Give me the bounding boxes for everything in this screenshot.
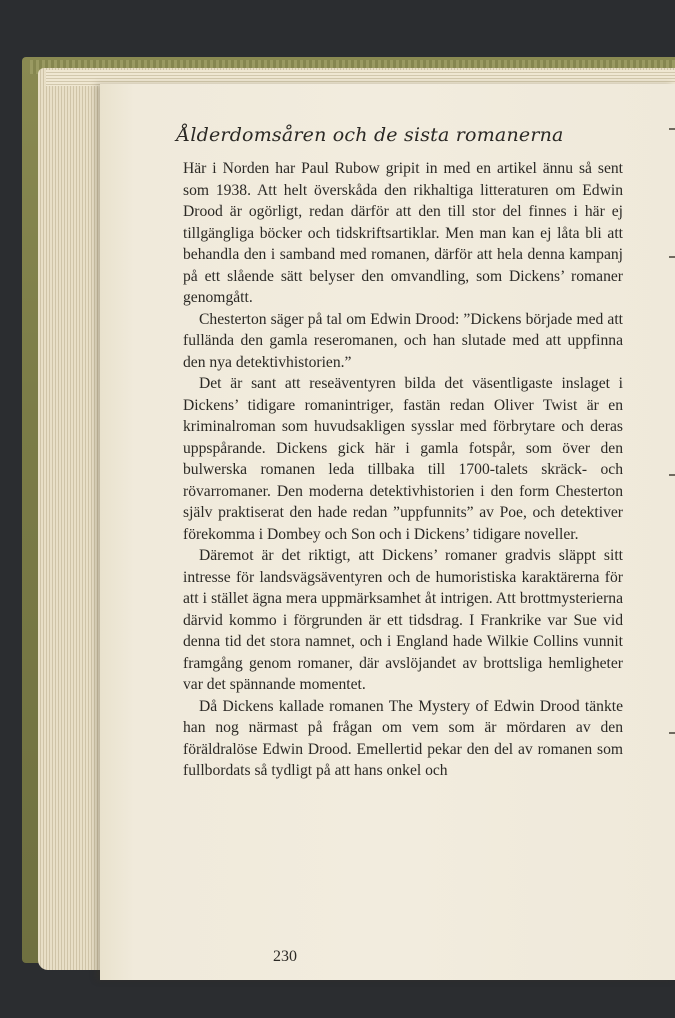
page-number: 230 (273, 948, 297, 965)
margin-mark (669, 128, 675, 130)
margin-mark (669, 256, 675, 258)
paragraph: Här i Norden har Paul Rubow gripit in med en artikel ännu så sent som 1938. Att helt överskåda den rikhaltiga litteraturen om Edwin Drood är ogörligt, redan därför att den till stor del finnes i här ej tillgängliga böcker och tidskriftsartiklar. Men man kan ej låta bli att behandla den i samband med romanen, därför att hela denna kampanj på ett slående sätt belyser den omvandling, som Dickens’ romaner genomgått. (183, 160, 623, 306)
paragraph: Det är sant att reseäventyren bilda det väsentligaste inslaget i Dickens’ tidigare romanintriger, fastän redan Oliver Twist är en kriminalroman som huvudsakligen sysslar med förbrytare och deras uppspårande. Dickens gick här i gamla fotspår, som över den bulwerska romanen leda tillbaka till 1700-talets skräck- och rövarromaner. Den moderna detektivhistorien i den form Chesterton själv praktiserat den hade redan ”uppfunnits” av Poe, och detektiver förekomma i Dombey och Son och i Dickens’ tidigare noveller. (183, 375, 623, 543)
paragraph: Chesterton säger på tal om Edwin Drood: ”Dickens började med att fulländа den gamla reseromanen, och han slutade med att uppfinna den nya detektivhistorien.” (183, 310, 623, 371)
running-head: Ålderdomsåren och de sista romanerna (176, 124, 564, 146)
margin-mark (669, 732, 675, 734)
margin-mark (669, 474, 675, 476)
paragraph: Däremot är det riktigt, att Dickens’ romaner gradvis släppt sitt intresse för landsvägsäventyren och de humoristiska karaktärerna för att i stället ägna mera uppmärksamhet åt intrigen. Att brottmysterierna därvid kommo i förgrunden är ett tidsdrag. I Frankrike var Sue vid denna tid det stora namnet, och i England hade Wilkie Collins vunnit framgång genom romaner, där avslöjandet av brottsliga hemligheter var det spännande momentet. (183, 547, 623, 693)
body-text (183, 158, 623, 782)
paragraph: Då Dickens kallade romanen The Mystery of Edwin Drood tänkte han nog närmast på frågan om vem som är mördaren av den föräldralöse Edwin Drood. Emellertid pekar den del av romanen som fullbordats så tydligt på att hans onkel och (183, 697, 623, 779)
book-page (100, 84, 675, 980)
